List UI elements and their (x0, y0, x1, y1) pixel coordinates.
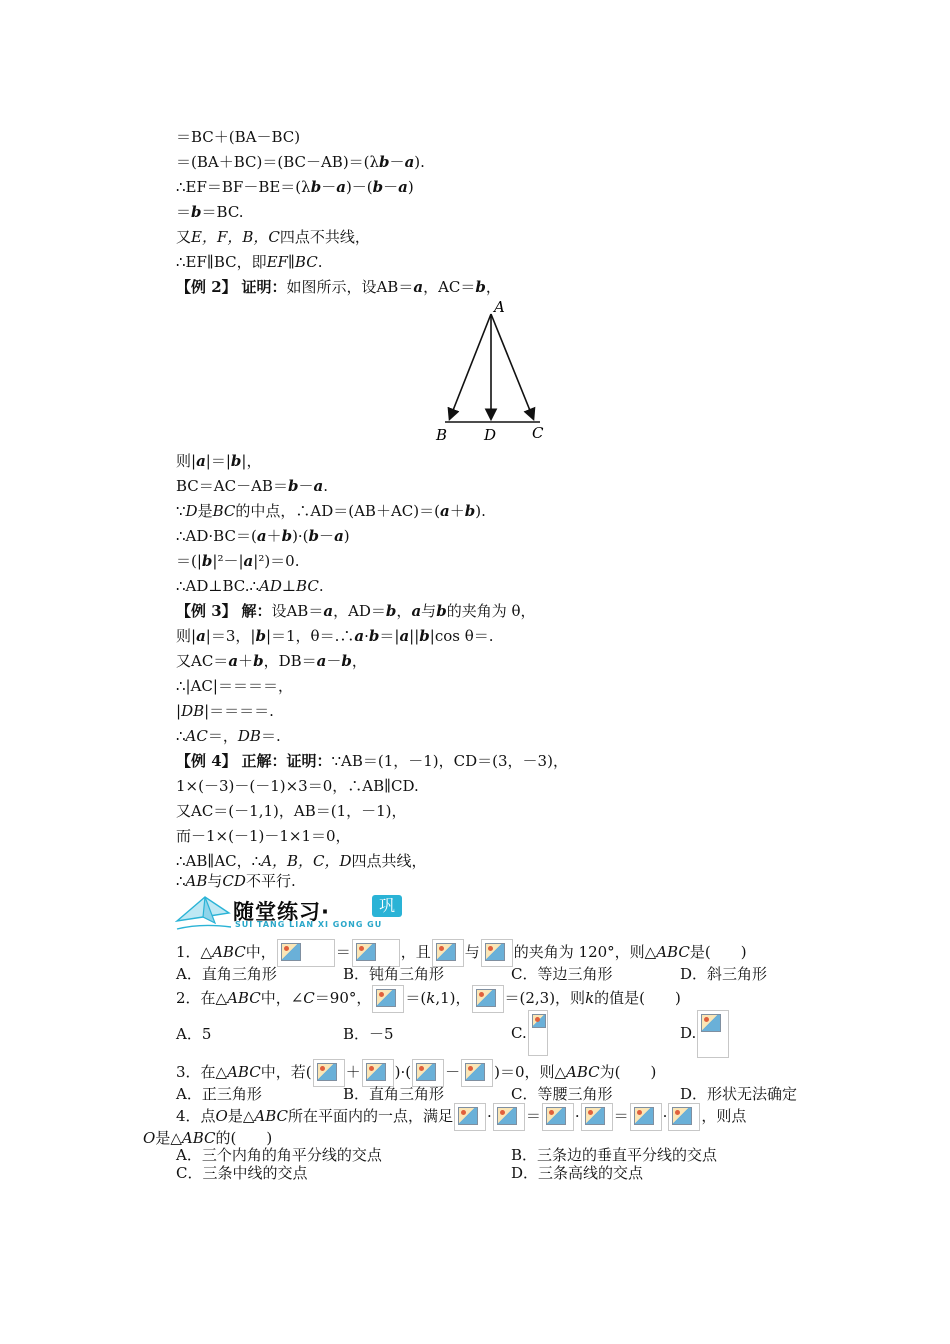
broken-image-icon (472, 985, 504, 1013)
question-4-line-2: O是△ABC的( ) (143, 1129, 273, 1147)
banner-box: 巩固 (372, 895, 402, 917)
ex3-line-3: ∴|AC|＝＝＝＝， (176, 677, 293, 695)
ex4-line-4: ∴AB∥AC，∴A，B，C，D四点共线， (176, 852, 427, 870)
ex2-line-4: ∴AD·BC＝(a＋b)·(b－a) (176, 527, 350, 545)
banner-title: 随堂练习· (233, 900, 330, 924)
vector-ab (450, 314, 491, 418)
ex3-line-1: 则|a|＝3，|b|＝1，θ＝.∴a·b＝|a||b|cos θ＝. (176, 627, 494, 645)
ex3-line-2: 又AC＝a＋b，DB＝a－b， (176, 652, 367, 670)
label-b: B (436, 426, 448, 444)
q2-option-a[interactable]: A．5 (176, 1025, 212, 1043)
q3-option-d[interactable]: D．形状无法确定 (680, 1085, 798, 1103)
ex4-line-2: 又AC＝(－1,1)，AB＝(1，－1)， (176, 802, 407, 820)
sol-line-1: ＝BC＋(BA－BC) (176, 128, 301, 146)
ex4-line-1: 1×(－3)－(－1)×3＝0，∴AB∥CD. (176, 777, 419, 795)
q2-option-d[interactable]: D. (680, 1010, 730, 1058)
ex4-line-5: ∴AB与CD不平行. (176, 872, 296, 890)
example-4-heading: 【例 4】 正解：证明：∵AB＝(1，－1)，CD＝(3，－3)， (176, 752, 568, 770)
sol-line-6: ∴EF∥BC，即EF∥BC. (176, 253, 323, 271)
label-c: C (532, 424, 544, 442)
ex3-line-4: |DB|＝＝＝＝. (176, 702, 274, 720)
broken-image-icon (372, 985, 404, 1013)
q4-option-b[interactable]: B．三条边的垂直平分线的交点 (511, 1146, 718, 1164)
broken-image-icon (697, 1010, 729, 1058)
sol-line-3: ∴EF＝BF－BE＝(λb－a)－(b－a) (176, 178, 414, 196)
ex3-line-5: ∴AC＝，DB＝. (176, 727, 281, 745)
question-4: 4．点O是△ABC所在平面内的一点，满足 · ＝ · ＝ · ，则点 (176, 1102, 746, 1131)
q2-option-c[interactable]: C. (511, 1010, 549, 1056)
q1-option-b[interactable]: B．钝角三角形 (343, 965, 445, 983)
question-1: 1．△ABC中， ＝ ，且 与 的夹角为 120°，则△ABC是( ) (176, 938, 747, 967)
broken-image-icon (581, 1103, 613, 1131)
question-2: 2．在△ABC中，∠C＝90°， ＝(k,1)， ＝(2,3)，则k的值是( ) (176, 984, 681, 1013)
broken-image-icon (630, 1103, 662, 1131)
q4-option-d[interactable]: D．三条高线的交点 (511, 1164, 644, 1182)
ex2-line-3: ∵D是BC的中点，∴AD＝(AB＋AC)＝(a＋b). (176, 502, 486, 520)
q2-option-b[interactable]: B．－5 (343, 1025, 394, 1043)
q1-option-d[interactable]: D．斜三角形 (680, 965, 768, 983)
q1-option-a[interactable]: A．直角三角形 (176, 965, 277, 983)
q1-option-c[interactable]: C．等边三角形 (511, 965, 613, 983)
example-2-heading: 【例 2】 证明：如图所示，设AB＝a，AC＝b， (176, 278, 501, 296)
ex4-line-3: 而－1×(－1)－1×1＝0， (176, 827, 351, 845)
triangle-figure (430, 296, 570, 446)
broken-image-icon (313, 1059, 345, 1087)
question-3: 3．在△ABC中，若( ＋ )·( － )＝0，则△ABC为( ) (176, 1058, 656, 1087)
vector-ac (491, 314, 533, 418)
broken-image-icon (461, 1059, 493, 1087)
paper-plane-icon (175, 893, 235, 933)
ex2-line-6: ∴AD⊥BC.∴AD⊥BC. (176, 577, 324, 595)
broken-image-icon (528, 1010, 548, 1056)
broken-image-icon (454, 1103, 486, 1131)
sol-line-2: ＝(BA＋BC)＝(BC－AB)＝(λb－a). (176, 153, 425, 171)
broken-image-icon (277, 939, 335, 967)
q4-option-c[interactable]: C．三条中线的交点 (176, 1164, 308, 1182)
q3-option-a[interactable]: A．正三角形 (176, 1085, 262, 1103)
example-3-heading: 【例 3】 解：设AB＝a，AD＝b，a与b的夹角为 θ， (176, 602, 536, 620)
q3-option-b[interactable]: B．直角三角形 (343, 1085, 445, 1103)
label-a: A (494, 298, 505, 316)
ex2-line-2: BC＝AC－AB＝b－a. (176, 477, 328, 495)
banner-subtitle: SUI TANG LIAN XI GONG GU (235, 920, 383, 929)
sol-line-5: 又E，F，B，C四点不共线， (176, 228, 370, 246)
ex2-line-1: 则|a|＝|b|， (176, 452, 262, 470)
broken-image-icon (493, 1103, 525, 1131)
sol-line-4: ＝b＝BC. (176, 203, 244, 221)
broken-image-icon (481, 939, 513, 967)
broken-image-icon (668, 1103, 700, 1131)
broken-image-icon (542, 1103, 574, 1131)
label-d: D (484, 426, 497, 444)
practice-banner (175, 893, 405, 937)
q3-option-c[interactable]: C．等腰三角形 (511, 1085, 613, 1103)
q4-option-a[interactable]: A．三个内角的角平分线的交点 (176, 1146, 382, 1164)
ex2-line-5: ＝(|b|²－|a|²)＝0. (176, 552, 300, 570)
